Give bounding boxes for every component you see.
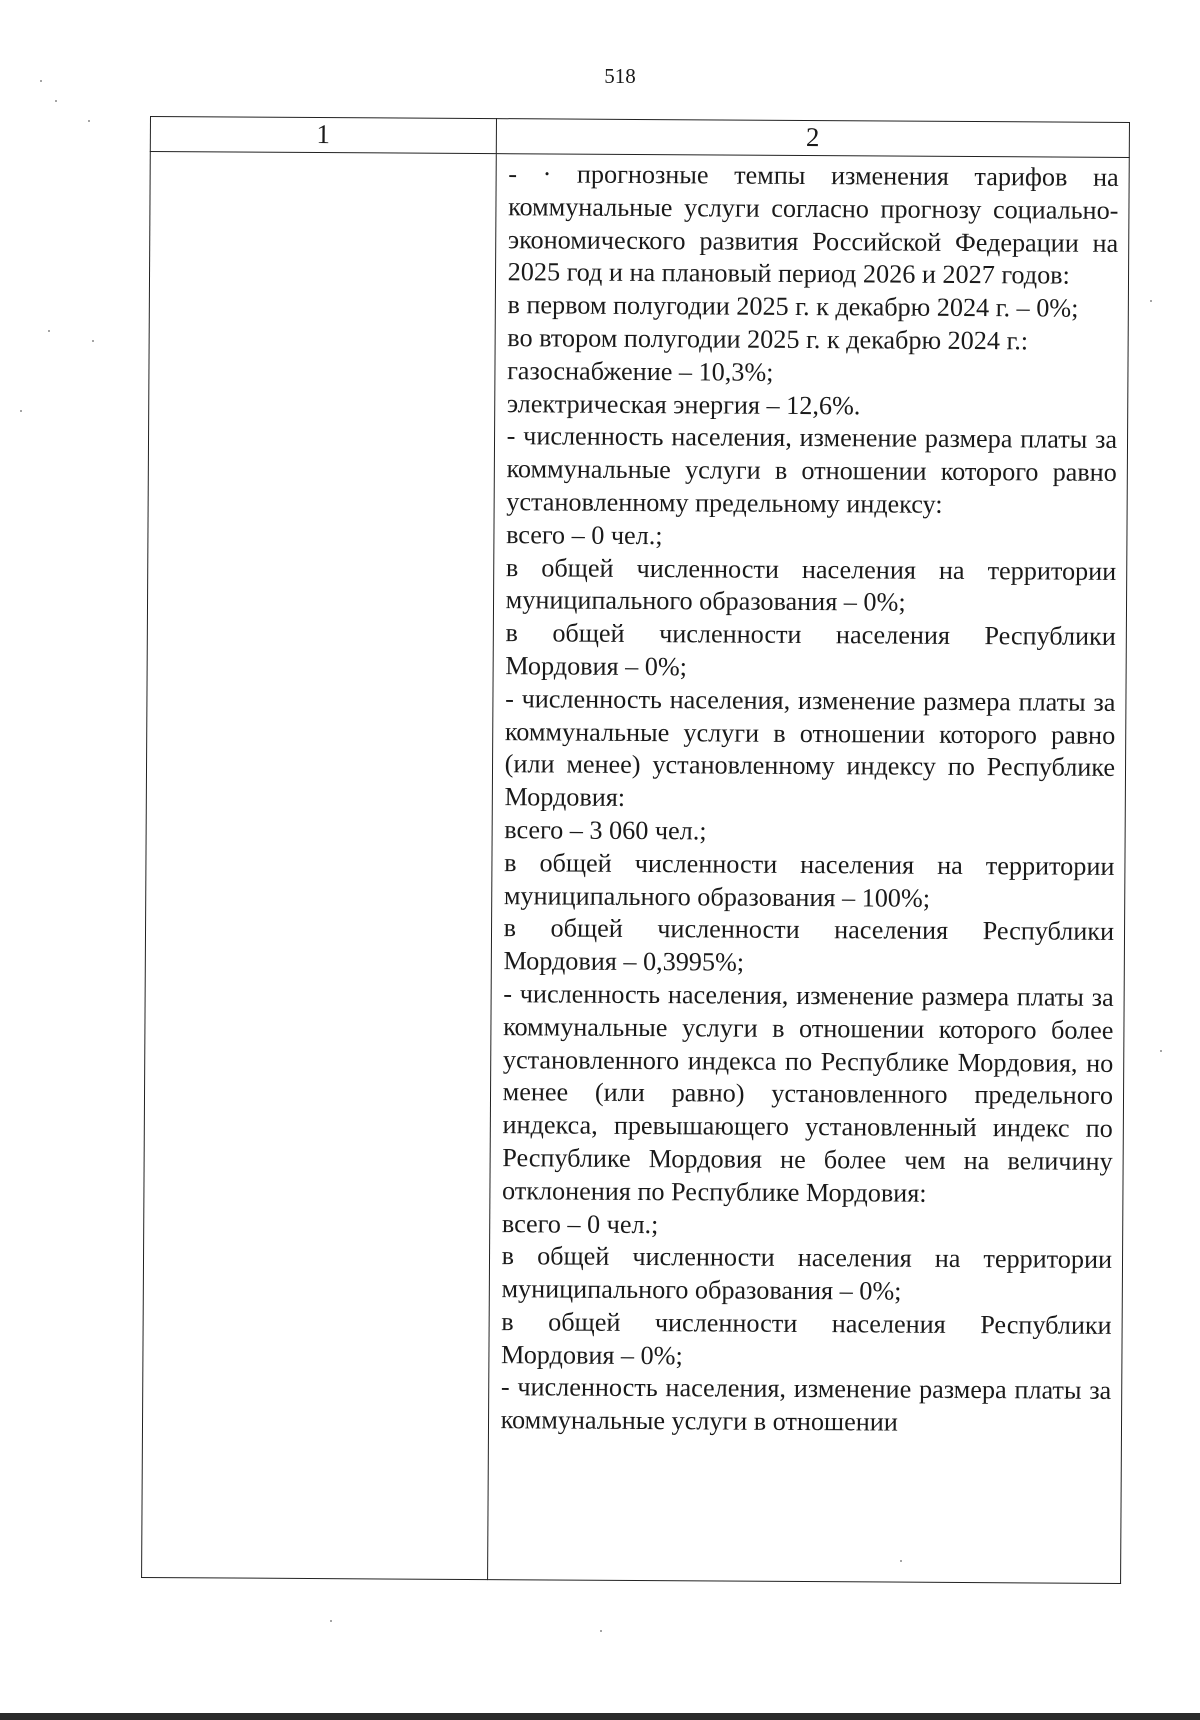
paragraph: всего – 0 чел.; bbox=[501, 1208, 659, 1239]
paragraph: электрическая энергия – 12,6%. bbox=[506, 388, 861, 420]
paragraph: во втором полугодии 2025 г. к декабрю 2024 г.: bbox=[507, 323, 1029, 356]
paragraph: в общей численности населения на территории муниципального образования – 0%; bbox=[501, 1241, 1113, 1306]
paragraph: в общей численности населения Республики Мордовия – 0%; bbox=[505, 618, 1116, 682]
scan-speck bbox=[20, 410, 22, 412]
paragraph: в общей численности населения на территории муниципального образования – 100%; bbox=[503, 847, 1115, 913]
paragraph: - численность населения, изменение размера платы за коммунальные услуги в отношении которого равно (или менее) установленному индексу по Республике Мордовия: bbox=[504, 683, 1116, 813]
scan-speck bbox=[330, 1620, 332, 1622]
paragraph: всего – 0 чел.; bbox=[506, 519, 663, 550]
column-header-1: 1 bbox=[150, 117, 496, 154]
paragraph: в общей численности населения Республики Мордовия – 0,3995%; bbox=[503, 913, 1115, 977]
paragraph: - численность населения, изменение размера платы за коммунальные услуги в отношении которого более установленного индекса по Республике Мордовия, но менее (или равно) установленного предельного индекса, превышающего установленный индекс по Республике Мордовия не более чем на величину отклонения по Республике Мордовия: bbox=[502, 979, 1114, 1208]
scan-speck bbox=[600, 1630, 602, 1632]
page-number: 518 bbox=[604, 64, 636, 88]
paragraph: - численность населения, изменение размера платы за коммунальные услуги в отношении которого равно установленному предельному индексу: bbox=[506, 421, 1118, 519]
paragraph: всего – 3 060 чел.; bbox=[504, 815, 707, 846]
paragraph: - · прогнозные темпы изменения тарифов на коммунальные услуги согласно прогнозу социально-экономического развития Российской Федерации на 2025 год и на плановый период 2026 и 2027 годов: bbox=[507, 159, 1119, 291]
scan-edge bbox=[0, 1713, 1200, 1720]
scan-speck bbox=[55, 100, 57, 102]
table-header-row bbox=[150, 117, 1129, 158]
column-2-content bbox=[489, 154, 1129, 1441]
column-header-2: 2 bbox=[496, 119, 1130, 158]
paragraph: в общей численности населения на территории муниципального образования – 0%; bbox=[505, 552, 1117, 617]
scan-speck bbox=[1160, 1050, 1162, 1052]
scan-speck bbox=[92, 340, 94, 342]
column-1-cell bbox=[142, 152, 496, 1580]
paragraph: в первом полугодии 2025 г. к декабрю 2024 г. – 0%; bbox=[507, 290, 1079, 323]
paragraph: - численность населения, изменение размера платы за коммунальные услуги в отношении bbox=[500, 1372, 1112, 1437]
scan-speck bbox=[48, 330, 50, 332]
data-table bbox=[141, 116, 1130, 1584]
scan-speck bbox=[40, 80, 42, 82]
scan-speck bbox=[900, 1560, 902, 1562]
table-row bbox=[142, 152, 1130, 1584]
paragraph: газоснабжение – 10,3%; bbox=[507, 355, 774, 387]
paragraph: в общей численности населения Республики Мордовия – 0%; bbox=[501, 1307, 1112, 1370]
scan-speck bbox=[88, 120, 90, 122]
scan-speck bbox=[1150, 300, 1152, 302]
column-2-cell bbox=[487, 154, 1129, 1584]
